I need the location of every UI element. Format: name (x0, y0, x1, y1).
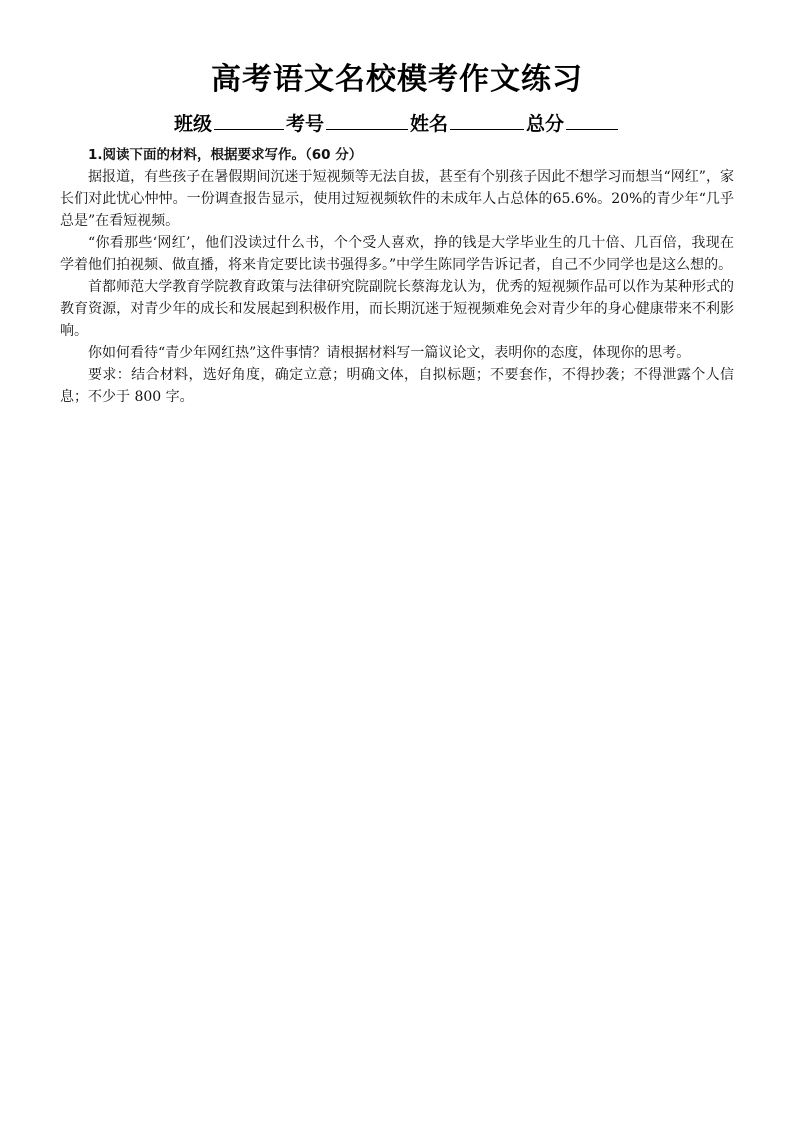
total-score-label: 总分 (526, 113, 565, 135)
class-blank-line[interactable] (214, 111, 284, 130)
name-blank-line[interactable] (450, 111, 524, 130)
requirements-paragraph: 要求：结合材料，选好角度，确定立意；明确文体，自拟标题；不要套作，不得抄袭；不得泄露个人信息；不少于 800 字。 (60, 367, 734, 405)
class-label: 班级 (173, 113, 212, 135)
material-paragraph-1: 据报道，有些孩子在暑假期间沉迷于短视频等无法自拔，甚至有个别孩子因此不想学习而想当“网红”，家长们对此忧心忡忡。一份调查报告显示，使用过短视频软件的未成年人占总体的65.6%。20%的青少年“几乎总是”在看短视频。 (60, 169, 734, 229)
name-field (410, 110, 526, 138)
student-info-row (0, 110, 794, 138)
material-paragraph-2: “你看那些‘网红’，他们没读过什么书，个个受人喜欢，挣的钱是大学毕业生的几十倍、几百倍，我现在学着他们拍视频、做直播，将来肯定要比读书强得多。”中学生陈同学告诉记者，自己不少同学也是这么想的。 (60, 235, 734, 273)
question-heading: 1.阅读下面的材料，根据要求写作。（60 分） (88, 147, 363, 163)
exam-number-blank-line[interactable] (326, 111, 408, 130)
name-label: 姓名 (410, 113, 449, 135)
exam-number-field (286, 110, 410, 138)
prompt-paragraph: 你如何看待“青少年网红热”这件事情？请根据材料写一篇议论文，表明你的态度，体现你的思考。 (88, 345, 691, 361)
total-score-field (526, 110, 620, 138)
total-score-blank-line[interactable] (566, 111, 618, 130)
class-field (174, 110, 286, 138)
material-paragraph-3: 首都师范大学教育学院教育政策与法律研究院副院长蔡海龙认为，优秀的短视频作品可以作为某种形式的教育资源，对青少年的成长和发展起到积极作用，而长期沉迷于短视频难免会对青少年的身心健康带来不利影响。 (60, 279, 734, 339)
exam-number-label: 考号 (285, 113, 324, 135)
page-title: 高考语文名校模考作文练习 (211, 62, 583, 97)
question-content (60, 144, 734, 408)
